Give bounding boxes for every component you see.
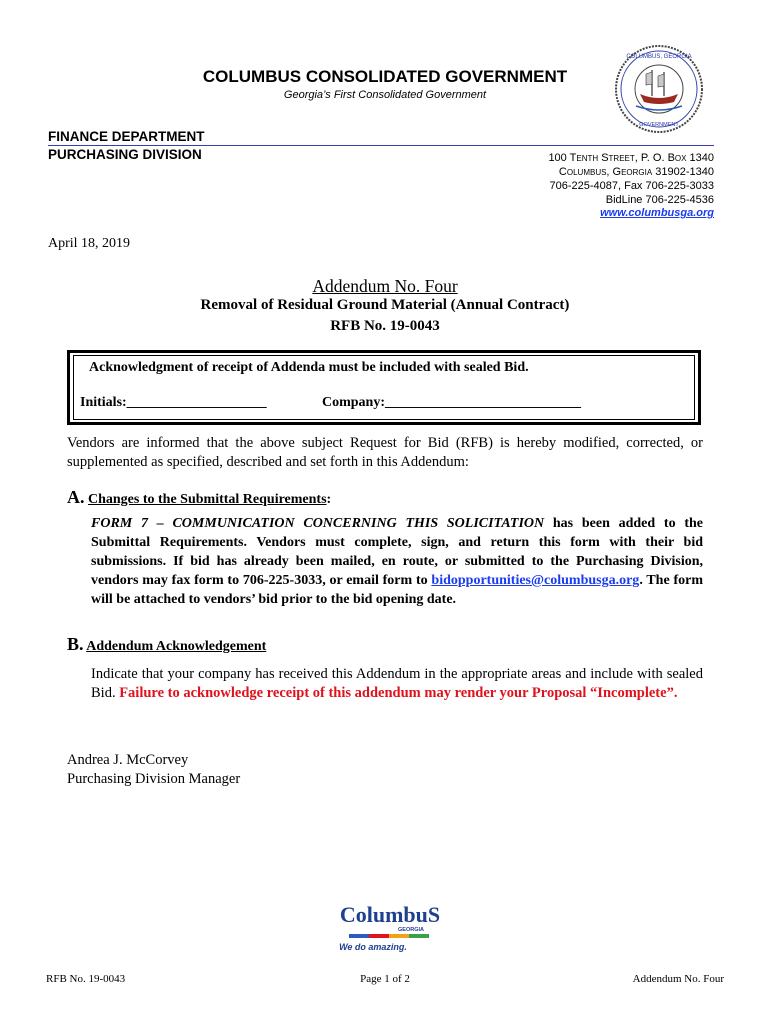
svg-text:GOVERNMENT: GOVERNMENT (639, 122, 679, 128)
section-b-warning: Failure to acknowledge receipt of this addendum may render your Proposal “Incomplete”. (119, 685, 678, 701)
address-bidline: BidLine 706-225-4536 (605, 194, 714, 206)
section-b-heading (67, 634, 266, 655)
addendum-rfb-number: RFB No. 19-0043 (330, 318, 440, 334)
company-field[interactable]: Company:____________________________ (322, 395, 582, 410)
footer-page-number: Page 1 of 2 (360, 973, 410, 985)
section-b-text: Indicate that your company has received this Addendum in the appropriate areas and include with sealed Bid. (91, 666, 703, 701)
footer-addendum: Addendum No. Four (632, 973, 724, 985)
signer-name: Andrea J. McCorvey (67, 752, 189, 768)
form-name: FORM 7 – COMMUNICATION CONCERNING THIS SOLICITATION (91, 516, 545, 531)
logo-state: GEORGIA (398, 927, 424, 933)
email-link[interactable]: bidopportunities@columbusga.org (431, 573, 640, 588)
columbus-logo (335, 900, 445, 960)
division-name: PURCHASING DIVISION (48, 147, 202, 162)
initials-field[interactable]: Initials:____________________ (80, 395, 267, 410)
section-a-colon: : (326, 492, 332, 507)
intro-paragraph: Vendors are informed that the above subject Request for Bid (RFB) is hereby modified, corrected, or supplemented as specified, described and set forth in this Addendum: (67, 435, 703, 470)
address-street: 100 Tenth Street, P. O. Box 1340 (548, 152, 714, 164)
government-title: COLUMBUS CONSOLIDATED GOVERNMENT (202, 67, 568, 86)
website-link[interactable]: www.columbusga.org (600, 207, 714, 219)
department-name: FINANCE DEPARTMENT (48, 129, 205, 144)
letter-date: April 18, 2019 (48, 236, 131, 251)
section-a-title: Changes to the Submittal Requirements (88, 492, 327, 507)
address-city: Columbus, Georgia 31902-1340 (558, 166, 714, 178)
addendum-subject: Removal of Residual Ground Material (Annual Contract) (200, 297, 570, 313)
footer-rfb: RFB No. 19-0043 (46, 973, 126, 985)
address-phone: 706-225-4087, Fax 706-225-3033 (549, 180, 714, 192)
section-a-heading (67, 487, 331, 508)
logo-word: ColumbuS (339, 902, 441, 927)
section-a-letter: A. (67, 487, 85, 507)
section-a-body (91, 514, 703, 609)
acknowledgment-notice: Acknowledgment of receipt of Addenda must be included with sealed Bid. (89, 360, 529, 375)
section-a-text-1: has been added to the Submittal Requirements. Vendors must complete, sign, and return this form with their bid submissions. If bid has already been mailed, en route, or submitted to the Purchasing Division, vendors may fax form to 706-225-3033, or email form to (91, 516, 703, 588)
header-divider (48, 145, 714, 146)
svg-text:COLUMBUS, GEORGIA: COLUMBUS, GEORGIA (626, 54, 692, 60)
section-b-body (91, 665, 703, 703)
section-b-title: Addendum Acknowledgement (86, 639, 267, 654)
addendum-title: Addendum No. Four (312, 276, 458, 296)
signer-title: Purchasing Division Manager (67, 771, 241, 787)
city-seal (614, 44, 704, 134)
section-a-text-2: . The form will be attached to vendors’ bid prior to the bid opening date. (91, 573, 703, 607)
government-subtitle: Georgia’s First Consolidated Government (283, 89, 487, 101)
section-b-letter: B. (67, 634, 84, 654)
logo-tagline: We do amazing. (339, 942, 407, 952)
